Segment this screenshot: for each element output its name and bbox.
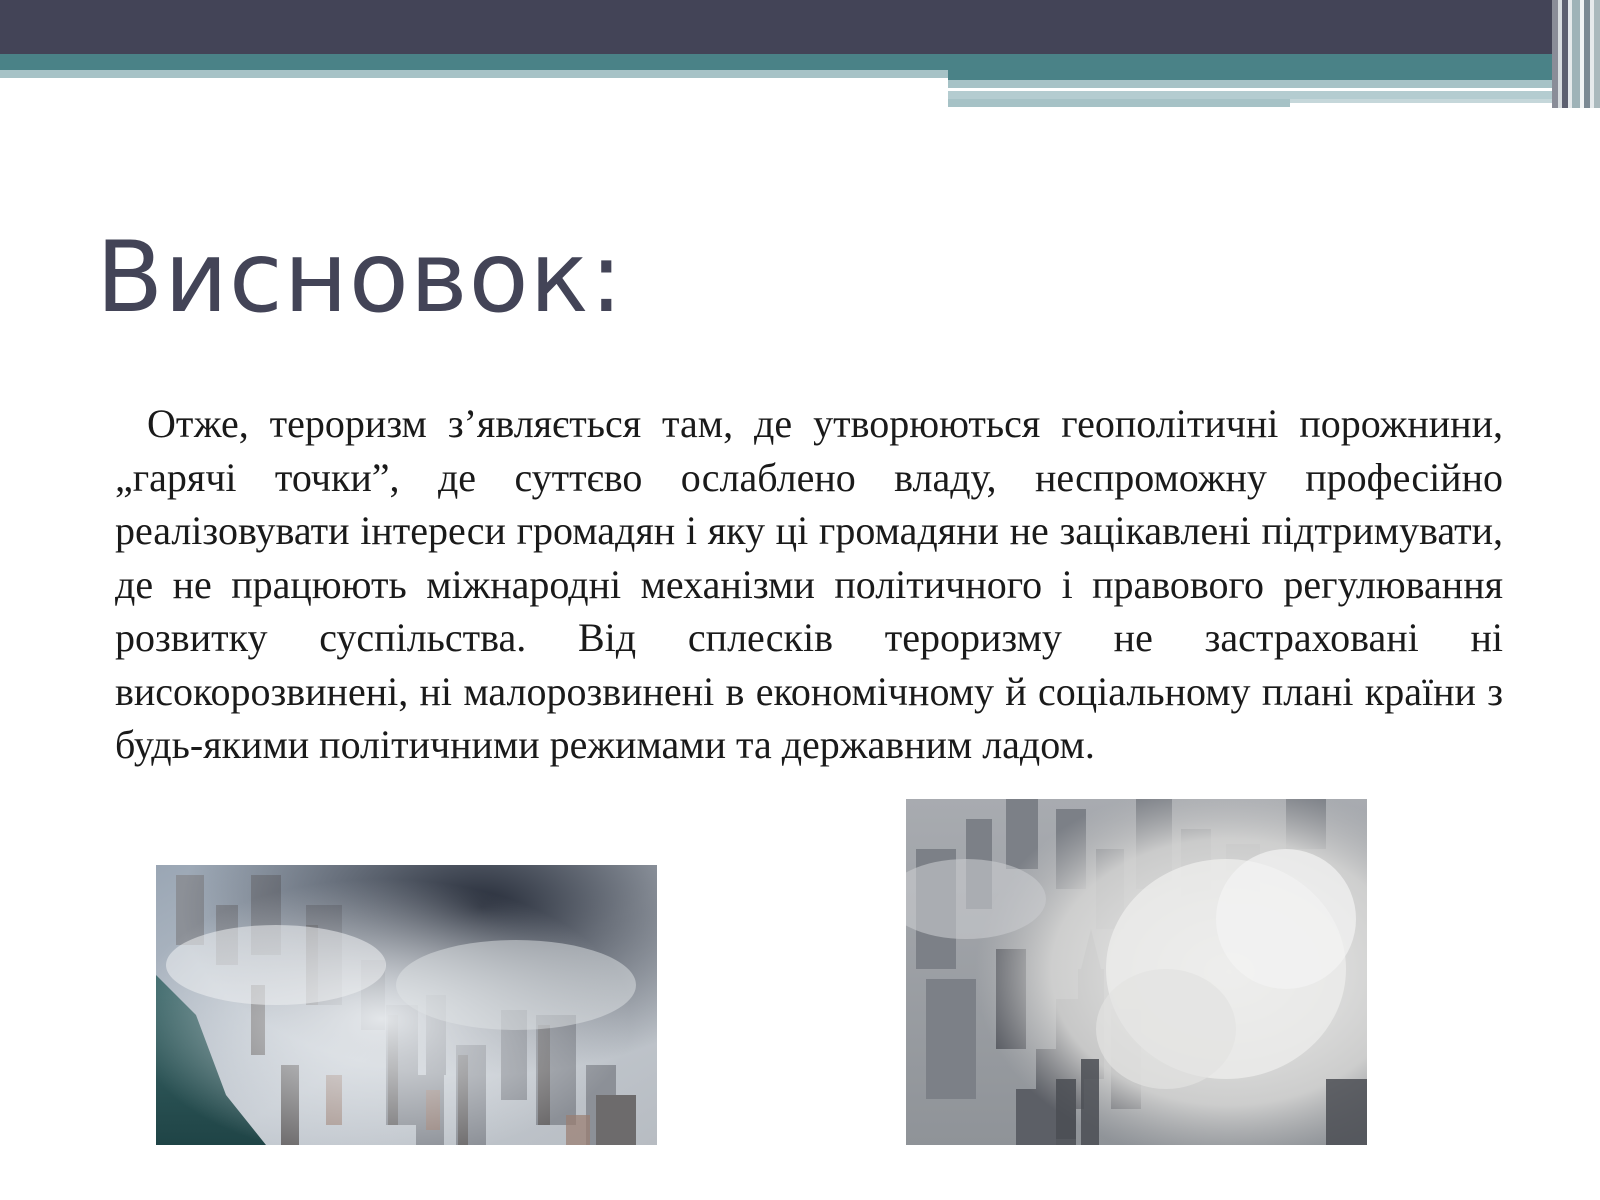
header-right-light-band-3 [948,99,1290,107]
slide-body-text: Отже, тероризм з’являється там, де утворюються геополітичні порожнини, „гарячі точки”, де суттєво ослаблено владу, неспроможну професійно реалізовувати інтереси громадян і яку ці громадяни не зацікавлені підтримувати, де не працюють міжнародні механізми політичного і правового регулювання розвитку суспільства. Від сплесків тероризму не застраховані ні високорозвинені, ні малорозвинені в економічному й соціальному плані країни з будь-якими політичними режимами та державним ладом. [115,401,1503,767]
aerial-smoke-photo-left [156,865,657,1145]
header-vertical-stripes [1552,0,1600,108]
header-right-teal-band [948,70,1600,80]
slide-title: Висновок: [96,221,624,335]
header-teal-band [0,54,1600,70]
header-dark-band [0,0,1600,54]
aerial-smoke-photo-right [906,799,1367,1145]
header-right-light-band [948,80,1600,88]
header-light-band [0,70,948,78]
header-right-light-band-2 [948,91,1600,99]
